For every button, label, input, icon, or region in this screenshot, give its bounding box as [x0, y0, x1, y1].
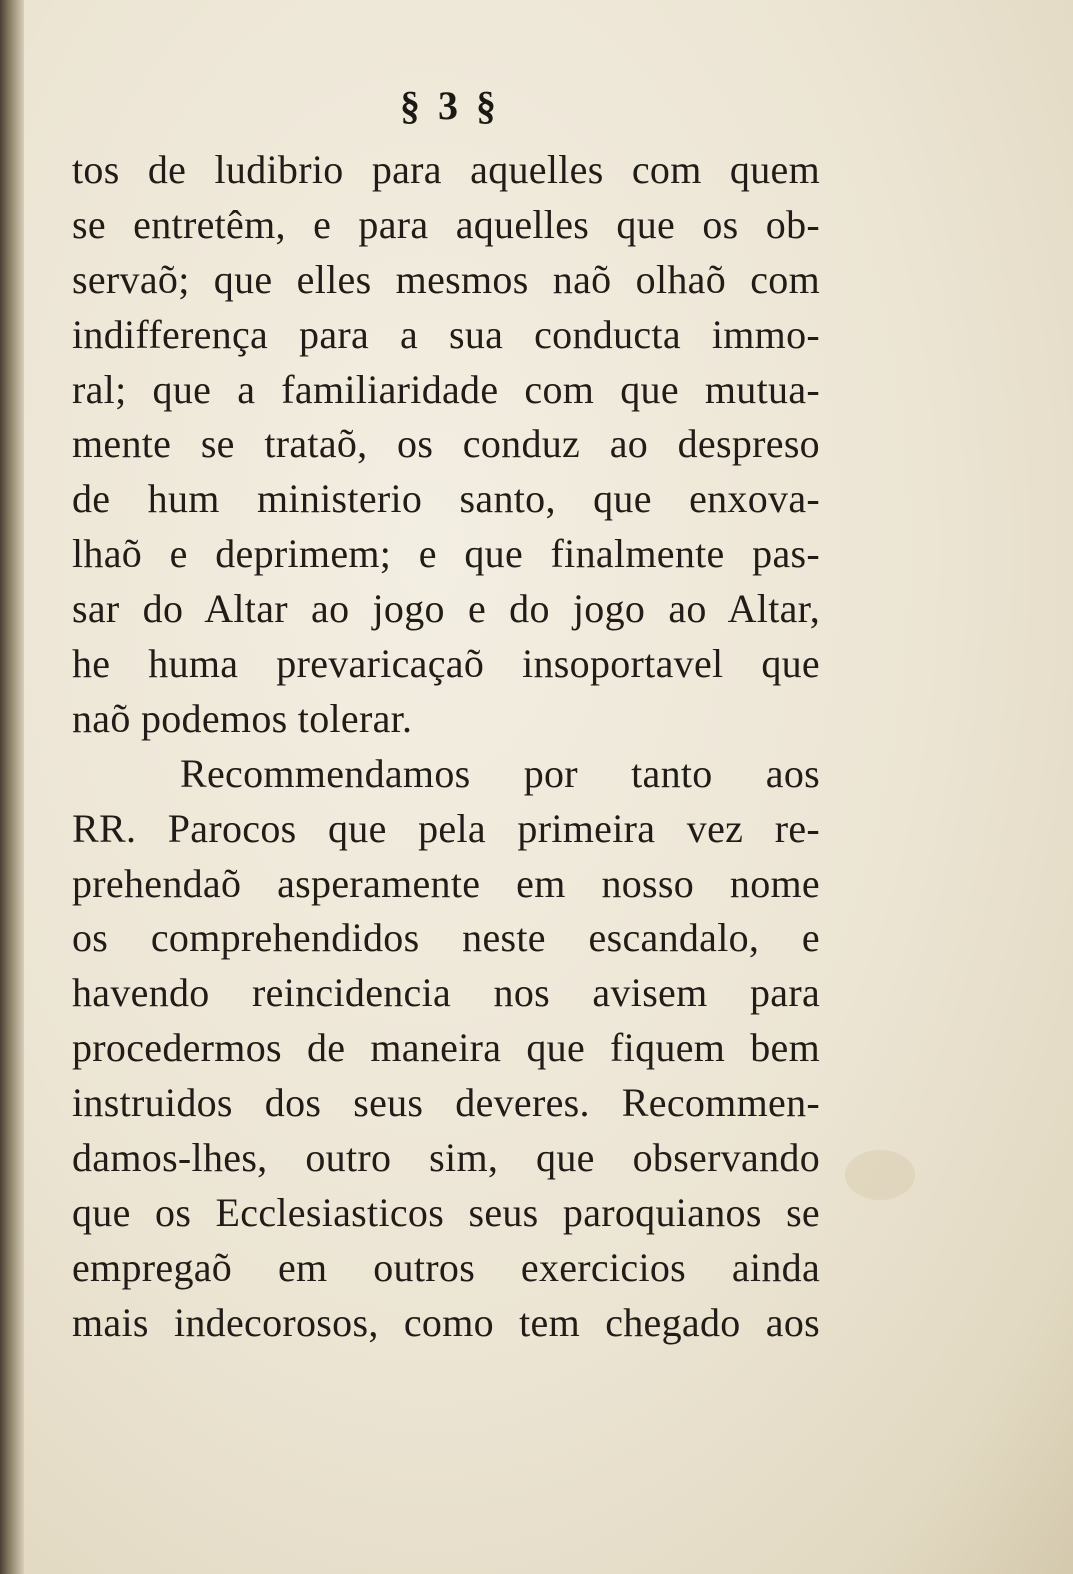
text-line: mente se trataõ, os conduz ao despreso	[72, 421, 820, 467]
text-line: RR. Parocos que pela primeira vez re-	[72, 805, 820, 851]
text-line: prehendaõ asperamente em nosso nome	[72, 860, 820, 906]
text-line: procedermos de maneira que fiquem bem	[72, 1025, 820, 1071]
page-binding-edge	[0, 0, 24, 1574]
text-line: havendo reincidencia nos avisem para	[72, 970, 820, 1016]
text-line: servaõ; que elles mesmos naõ olhaõ com	[72, 256, 820, 302]
text-line: indifferença para a sua conducta immo-	[72, 311, 820, 357]
body-text	[72, 143, 820, 1351]
page-number-header: § 3 §	[400, 83, 500, 128]
paper-stain	[845, 1150, 915, 1200]
text-line: se entretêm, e para aquelles que os ob-	[72, 201, 820, 247]
text-line: sar do Altar ao jogo e do jogo ao Altar,	[72, 586, 820, 632]
text-line: he huma prevaricaçaõ insoportavel que	[72, 641, 820, 687]
text-line: lhaõ e deprimem; e que finalmente pas-	[72, 531, 820, 577]
text-line: instruidos dos seus deveres. Recommen-	[72, 1080, 820, 1126]
text-line: damos-lhes, outro sim, que observando	[72, 1135, 820, 1181]
text-line: mais indecorosos, como tem chegado aos	[72, 1299, 820, 1345]
text-line: ral; que a familiaridade com que mutua-	[72, 366, 820, 412]
text-line: que os Ecclesiasticos seus paroquianos se	[72, 1189, 820, 1235]
text-line: Recommendamos por tanto aos	[180, 750, 820, 796]
text-line: naõ podemos tolerar.	[72, 695, 413, 741]
text-line: de hum ministerio santo, que enxova-	[72, 476, 820, 522]
text-line: empregaõ em outros exercicios ainda	[72, 1244, 820, 1290]
text-line: tos de ludibrio para aquelles com quem	[72, 147, 820, 192]
text-line: os comprehendidos neste escandalo, e	[72, 915, 820, 961]
